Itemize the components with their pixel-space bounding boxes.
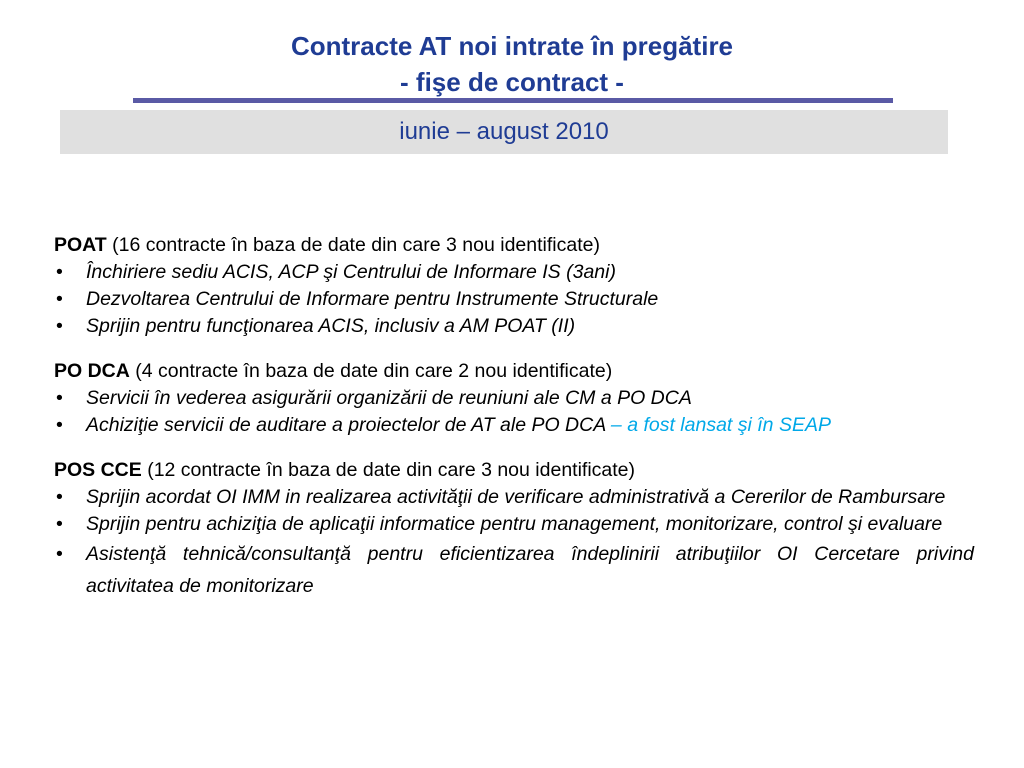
bullet: • — [56, 288, 63, 310]
list-item: • Achiziţie servicii de auditare a proiectelor de AT ale PO DCA – a fost lansat şi în SEAP — [54, 412, 974, 439]
section-poat — [54, 232, 974, 340]
bullet: • — [56, 315, 63, 337]
list-item: • Servicii în vederea asigurării organizării de reuniuni ale CM a PO DCA — [54, 385, 974, 412]
section-po-dca — [54, 358, 974, 439]
list-item: • Sprijin pentru achiziţia de aplicaţii informatice pentru management, monitorizare, control şi evaluare — [54, 511, 974, 538]
list-item: • Dezvoltarea Centrului de Informare pentru Instrumente Structurale — [54, 286, 974, 313]
item-list — [54, 385, 974, 439]
bullet: • — [56, 513, 63, 535]
title-line-2: - fişe de contract - — [400, 67, 624, 97]
program-note: (16 contracte în baza de date din care 3 nou identificate) — [106, 234, 600, 256]
section-heading — [54, 232, 974, 259]
program-note: (12 contracte în baza de date din care 3 nou identificate) — [141, 459, 636, 481]
item-list — [54, 259, 974, 340]
program-name: PO DCA — [54, 360, 130, 382]
bullet: • — [56, 387, 63, 409]
item-list — [54, 484, 974, 602]
slide-body — [54, 232, 974, 620]
bullet: • — [56, 486, 63, 508]
list-item: • Sprijin acordat OI IMM in realizarea activităţii de verificare administrativă a Cererilor de Rambursare — [54, 484, 974, 511]
period-band — [60, 110, 948, 154]
list-item: • Închiriere sediu ACIS, ACP şi Centrului de Informare IS (3ani) — [54, 259, 974, 286]
section-pos-cce — [54, 457, 974, 602]
bullet: • — [56, 261, 63, 283]
title-underline — [133, 98, 893, 103]
list-item: • Sprijin pentru funcţionarea ACIS, inclusiv a AM POAT (II) — [54, 313, 974, 340]
period-text: iunie – august 2010 — [399, 118, 609, 145]
program-note: (4 contracte în baza de date din care 2 nou identificate) — [129, 360, 613, 382]
list-item: • Asistenţă tehnică/consultanţă pentru eficientizarea îndeplinirii atribuţiilor OI Cercetare privind activitatea de monitorizare — [54, 538, 974, 602]
bullet: • — [56, 414, 63, 436]
bullet: • — [56, 543, 63, 565]
program-name: POS CCE — [54, 459, 142, 481]
seap-note: – a fost lansat şi în SEAP — [605, 414, 831, 436]
section-heading — [54, 358, 974, 385]
program-name: POAT — [54, 234, 107, 256]
section-heading — [54, 457, 974, 484]
title-line-1: Contracte AT noi intrate în pregătire — [290, 31, 734, 61]
slide-title — [0, 28, 1024, 100]
